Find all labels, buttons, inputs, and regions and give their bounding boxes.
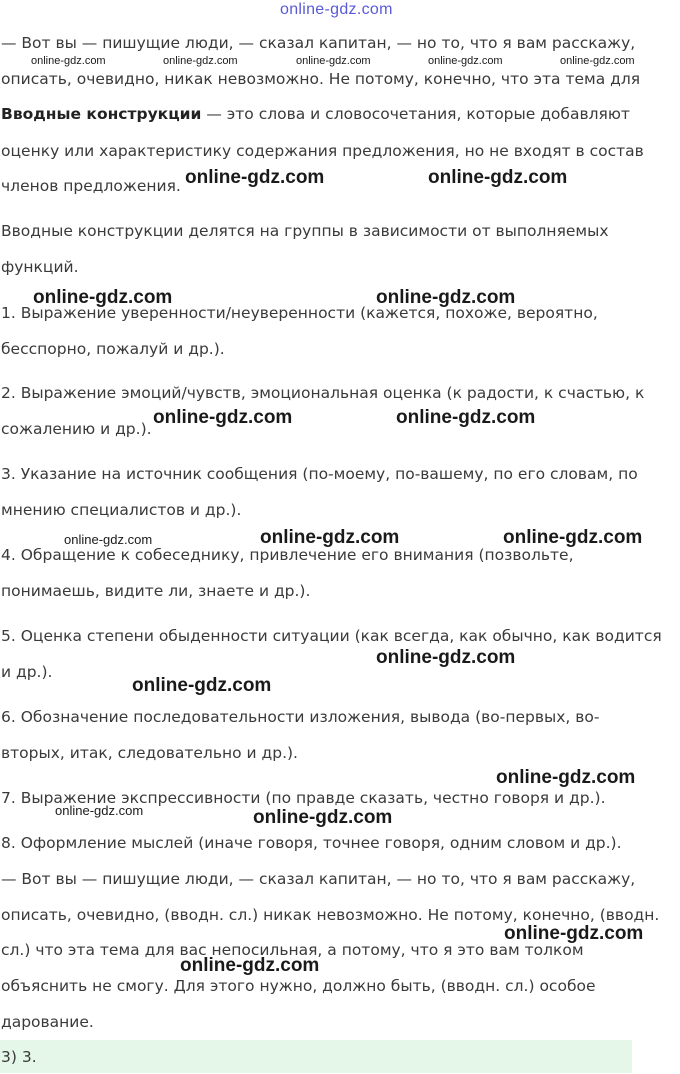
watermark: online-gdz.com	[33, 287, 173, 308]
group-2-line: 2. Выражение эмоций/чувств, эмоциональная оценка (к радости, к счастью, к	[1, 384, 645, 402]
group-6-line: 6. Обозначение последовательности изложения, вывода (во-первых, во-	[1, 708, 600, 726]
group-5-line: 5. Оценка степени обыденности ситуации (как всегда, как обычно, как водится	[1, 627, 662, 645]
group-4-line: понимаешь, видите ли, знаете и др.).	[1, 582, 311, 600]
watermark: online-gdz.com	[428, 167, 568, 188]
watermark: online-gdz.com	[132, 675, 272, 696]
group-1-line: 1. Выражение уверенности/неуверенности (кажется, похоже, вероятно,	[1, 304, 598, 322]
definition-line: оценку или характеристику содержания предложения, но не входят в состав	[1, 142, 644, 160]
group-6-line: вторых, итак, следовательно и др.).	[1, 744, 298, 762]
quote-marked-line: дарование.	[1, 1013, 94, 1031]
watermark: online-gdz.com	[153, 407, 293, 428]
watermark: online-gdz.com	[496, 767, 636, 788]
group-3-line: мнению специалистов и др.).	[1, 501, 242, 519]
groups-intro-line: Вводные конструкции делятся на группы в зависимости от выполняемых	[1, 222, 609, 240]
watermark: online-gdz.com	[396, 407, 536, 428]
top-watermark: online-gdz.com	[296, 55, 371, 67]
definition-text: — это слова и словосочетания, которые добавляют	[201, 105, 630, 123]
answer-box	[0, 1040, 632, 1073]
watermark: online-gdz.com	[260, 527, 400, 548]
watermark: online-gdz.com	[376, 287, 516, 308]
top-watermark: online-gdz.com	[31, 55, 106, 67]
definition-line	[1, 104, 630, 124]
definition-term: Вводные конструкции	[1, 105, 202, 123]
top-watermark: online-gdz.com	[560, 55, 635, 67]
watermark: online-gdz.com	[376, 647, 516, 668]
quote-marked-line: описать, очевидно, (вводн. сл.) никак невозможно. Не потому, конечно, (вводн.	[1, 906, 660, 924]
answer-text: 3) 3.	[1, 1048, 37, 1066]
watermark: online-gdz.com	[55, 803, 144, 818]
definition-line: членов предложения.	[1, 177, 181, 195]
quote-intro-line: — Вот вы — пишущие люди, — сказал капитан, — но то, что я вам расскажу,	[1, 34, 636, 52]
site-header-watermark: online-gdz.com	[280, 1, 393, 18]
quote-marked-line: объяснить не смогу. Для этого нужно, должно быть, (вводн. сл.) особое	[1, 977, 596, 995]
watermark: online-gdz.com	[180, 955, 320, 976]
top-watermark: online-gdz.com	[163, 55, 238, 67]
group-4-line: 4. Обращение к собеседнику, привлечение его внимания (позвольте,	[1, 546, 574, 564]
quote-marked-line: сл.) что эта тема для вас непосильная, а потому, что я это вам толком	[1, 941, 584, 959]
quote-intro-line: описать, очевидно, никак невозможно. Не потому, конечно, что эта тема для	[1, 70, 641, 88]
top-watermark: online-gdz.com	[428, 55, 503, 67]
quote-marked-line: — Вот вы — пишущие люди, — сказал капитан, — но то, что я вам расскажу,	[1, 870, 636, 888]
watermark: online-gdz.com	[185, 167, 325, 188]
groups-intro-line: функций.	[1, 258, 79, 276]
group-1-line: бесспорно, пожалуй и др.).	[1, 340, 225, 358]
group-3-line: 3. Указание на источник сообщения (по-моему, по-вашему, по его словам, по	[1, 465, 638, 483]
watermark: online-gdz.com	[503, 527, 643, 548]
group-5-line: и др.).	[1, 663, 53, 681]
group-2-line: сожалению и др.).	[1, 420, 152, 438]
group-7-line: 7. Выражение экспрессивности (по правде сказать, честно говоря и др.).	[1, 789, 606, 807]
watermark: online-gdz.com	[504, 923, 644, 944]
watermark: online-gdz.com	[253, 807, 393, 828]
watermark: online-gdz.com	[64, 532, 153, 547]
group-8-line: 8. Оформление мыслей (иначе говоря, точнее говоря, одним словом и др.).	[1, 834, 622, 852]
